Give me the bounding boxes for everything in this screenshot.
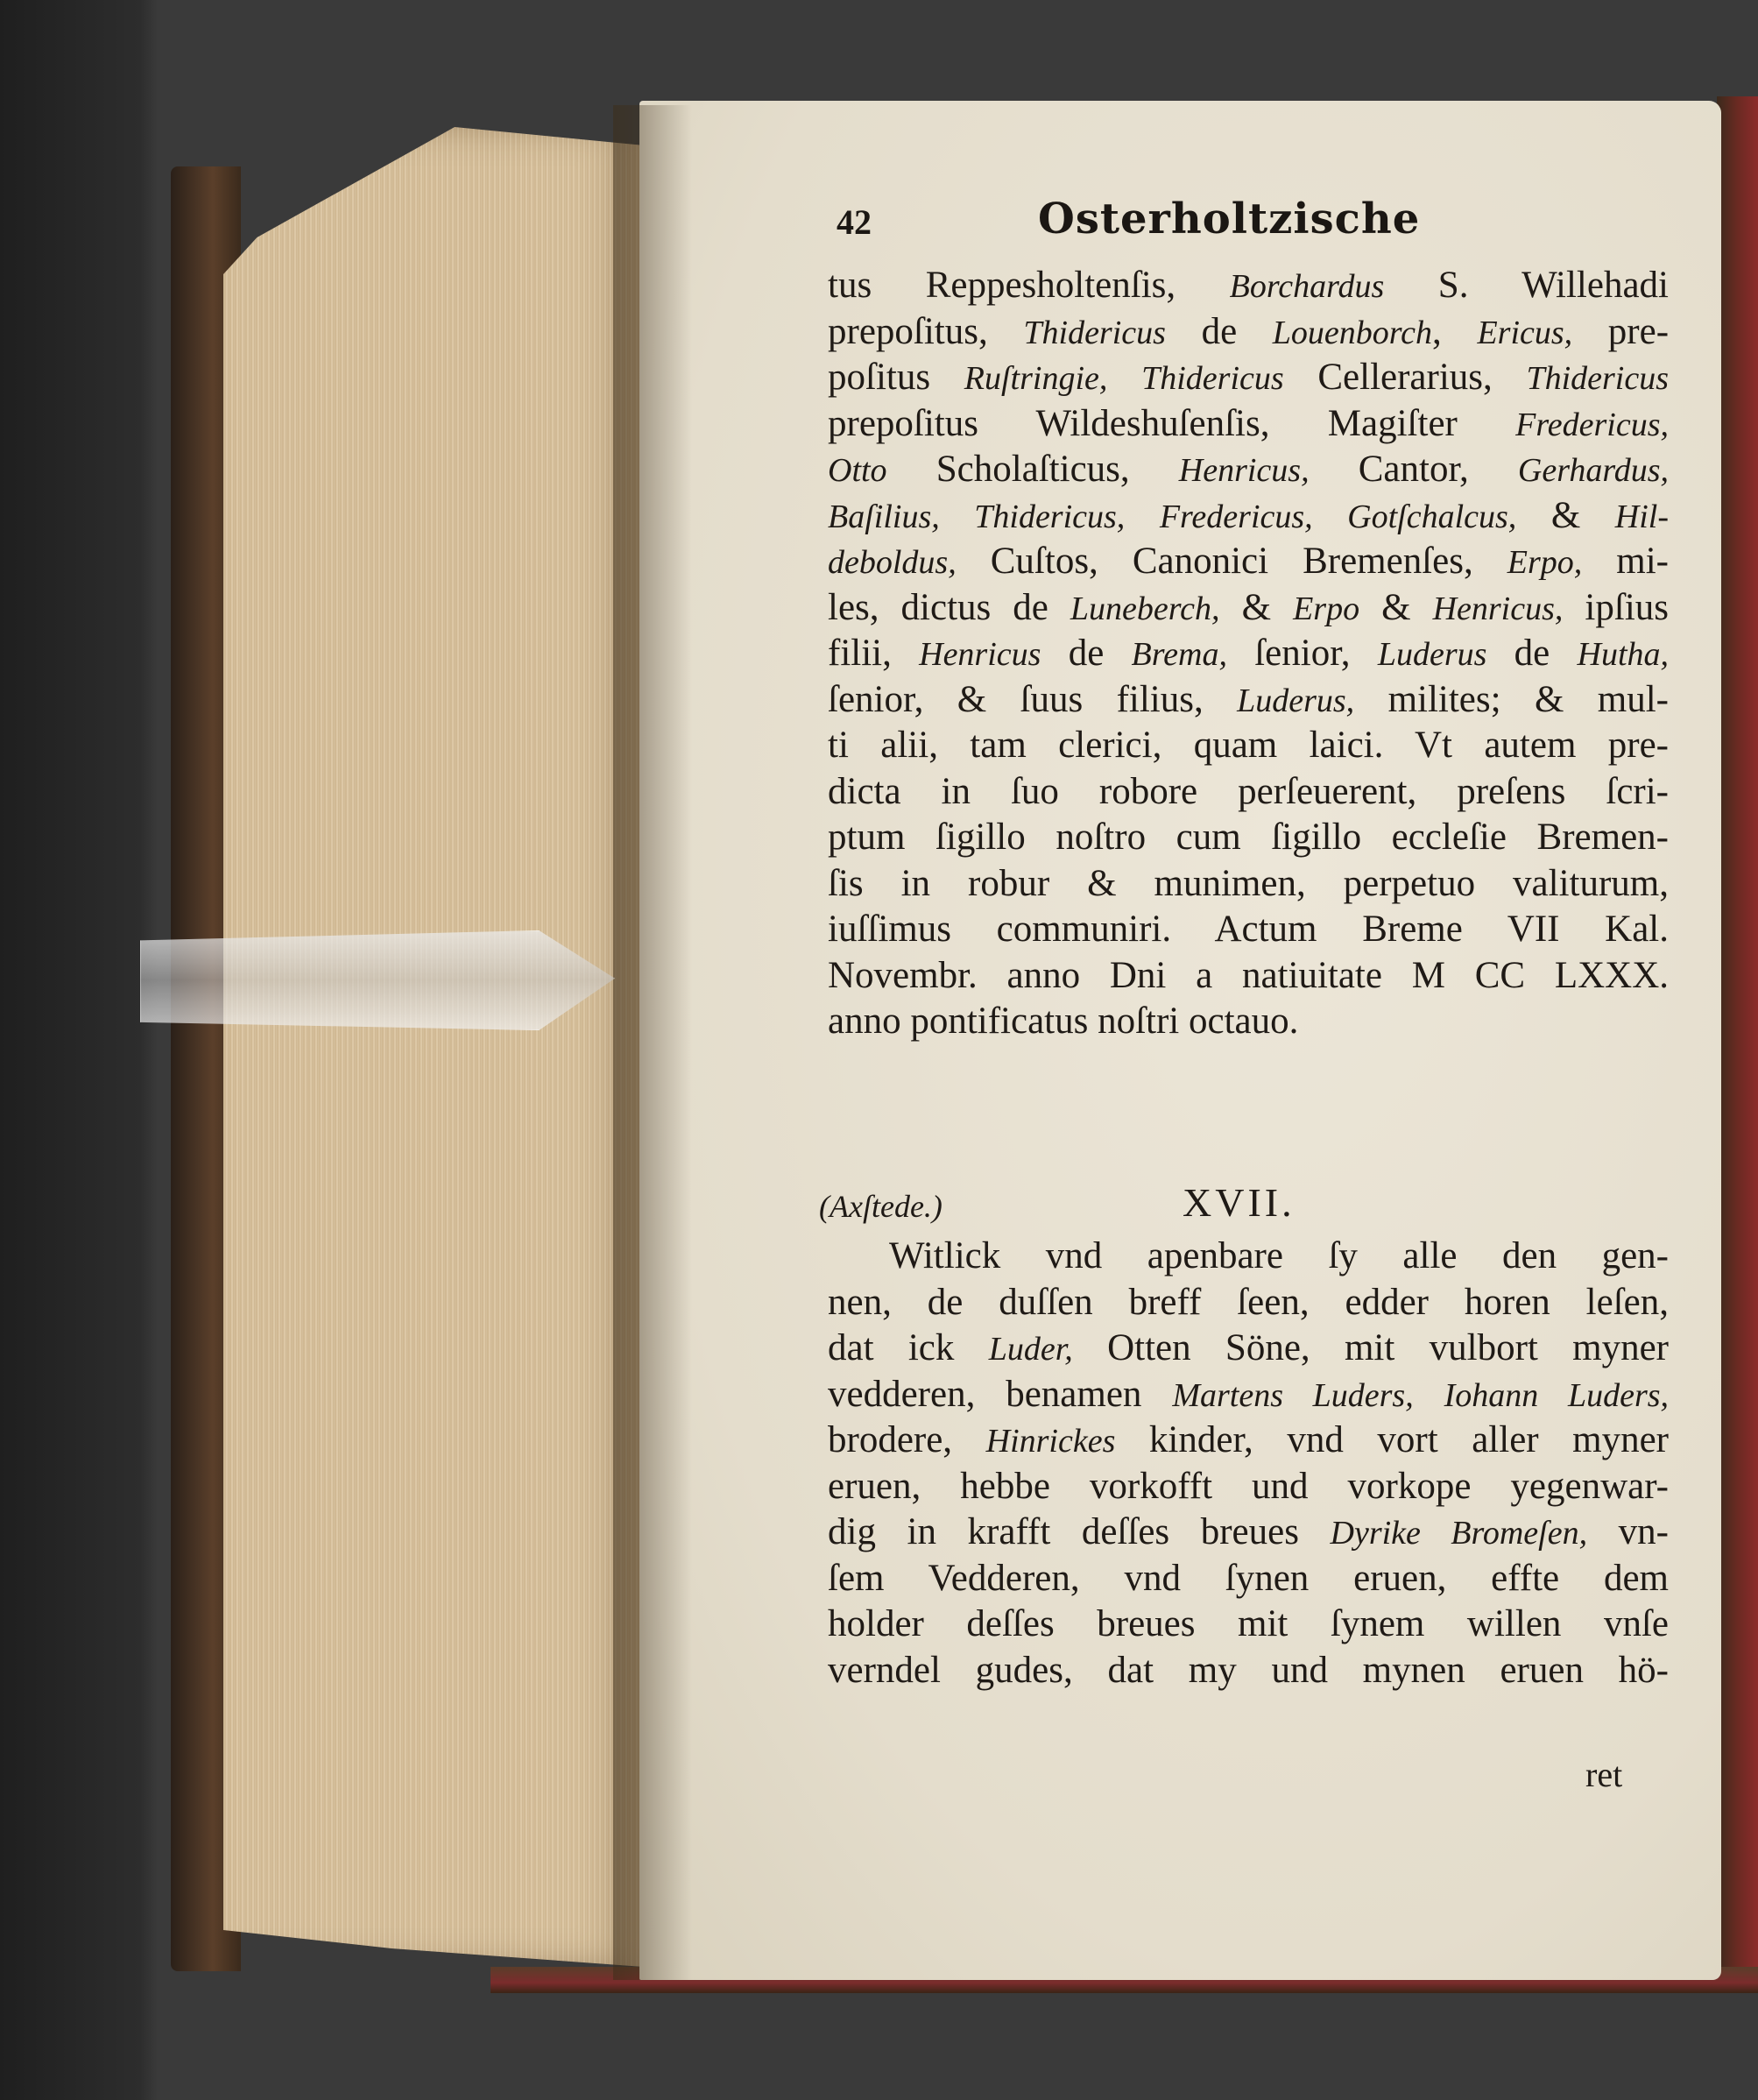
italic-name: Henricus, bbox=[1432, 590, 1564, 627]
text-line bbox=[828, 1280, 1669, 1326]
italic-name: Fredericus, bbox=[1515, 406, 1669, 443]
text-run: vedderen, benamen bbox=[828, 1373, 1173, 1415]
italic-name: Thidericus bbox=[1023, 314, 1166, 351]
text-run: ti alii, tam clerici, quam laici. Vt autem pre- bbox=[828, 725, 1669, 766]
text-run: mi- bbox=[1582, 541, 1670, 582]
italic-name: Erpo bbox=[1293, 590, 1360, 627]
text-run: ptum ſigillo noſtro cum ſigillo eccleſie Bremen- bbox=[828, 817, 1669, 858]
text-run: Cellerarius, bbox=[1283, 357, 1527, 398]
text-run: iuſſimus communiri. Actum Breme VII Kal. bbox=[828, 909, 1669, 950]
catchword: ret bbox=[1585, 1755, 1623, 1794]
text-run bbox=[1107, 357, 1141, 398]
text-line bbox=[828, 723, 1669, 769]
text-run: de bbox=[1041, 633, 1132, 674]
text-run: dig in krafft deſſes breues bbox=[828, 1511, 1331, 1552]
italic-name: Borchardus bbox=[1229, 268, 1385, 305]
text-line bbox=[828, 815, 1669, 861]
text-run: vn- bbox=[1587, 1511, 1669, 1552]
italic-name: Otto bbox=[828, 452, 887, 489]
text-line bbox=[828, 999, 1669, 1045]
text-run: prepoſitus, bbox=[828, 310, 1024, 352]
italic-name: Fredericus, bbox=[1159, 498, 1313, 535]
text-line bbox=[828, 493, 1669, 540]
text-line bbox=[828, 953, 1669, 1000]
text-run: ſenior, & ſuus filius, bbox=[828, 678, 1238, 720]
text-run: de bbox=[1486, 633, 1578, 674]
text-line bbox=[828, 1648, 1669, 1694]
text-run: eruen, hebbe vorkofft und vorkope yegenwar- bbox=[828, 1465, 1669, 1507]
text-line bbox=[828, 907, 1669, 953]
text-run: pre- bbox=[1572, 310, 1670, 352]
page-block-edge bbox=[223, 127, 644, 1967]
text-run: S. Willehadi bbox=[1384, 265, 1669, 306]
text-run: holder deſſes breues mit ſynem willen vnſe bbox=[828, 1603, 1669, 1644]
section-heading bbox=[819, 1179, 1660, 1232]
text-line bbox=[828, 1556, 1669, 1602]
italic-name: Thidericus, bbox=[974, 498, 1126, 535]
italic-name: Erpo, bbox=[1507, 544, 1583, 581]
text-line bbox=[828, 631, 1669, 677]
text-run: ſis in robur & munimen, perpetuo valiturum, bbox=[828, 862, 1669, 904]
italic-name: Ruſtringie, bbox=[964, 360, 1108, 397]
italic-name: Gerhardus, bbox=[1517, 452, 1669, 489]
italic-name: Luderus bbox=[1377, 636, 1487, 673]
section-number: XVII. bbox=[1183, 1180, 1296, 1225]
text-line bbox=[828, 769, 1669, 816]
text-line bbox=[828, 447, 1669, 493]
text-run: ſenior, bbox=[1226, 633, 1378, 674]
italic-name: Iohann Luders, bbox=[1444, 1376, 1670, 1414]
text-line bbox=[828, 861, 1669, 908]
text-line bbox=[828, 539, 1669, 585]
text-run: anno pontificatus noſtri octauo. bbox=[828, 1001, 1299, 1042]
italic-name: Brema, bbox=[1131, 636, 1227, 673]
italic-name: deboldus, bbox=[828, 544, 957, 581]
text-run: kinder, vnd vort aller myner bbox=[1115, 1419, 1670, 1460]
running-head: Osterholtzische bbox=[1038, 194, 1421, 244]
text-run: Novembr. anno Dni a natiuitate M CC LXXX. bbox=[828, 954, 1669, 996]
italic-name: Gotſchalcus, bbox=[1347, 498, 1517, 535]
text-line bbox=[828, 677, 1669, 724]
text-run: dicta in ſuo robore perſeuerent, preſens ſcri- bbox=[828, 770, 1669, 812]
text-run bbox=[1125, 495, 1160, 536]
text-line bbox=[828, 1602, 1669, 1648]
body-text-deed bbox=[828, 1234, 1669, 1693]
text-line bbox=[828, 1234, 1669, 1280]
text-line bbox=[828, 1372, 1669, 1418]
text-line bbox=[828, 1418, 1669, 1464]
italic-name: Baſilius, bbox=[828, 498, 940, 535]
text-run: Cuſtos, Canonici Bremenſes, bbox=[956, 541, 1507, 582]
text-run: & bbox=[1359, 586, 1433, 628]
bookmark-strip bbox=[140, 930, 615, 1030]
text-run: Otten Söne, mit vulbort myner bbox=[1072, 1327, 1669, 1368]
text-run: ipſius bbox=[1563, 586, 1669, 628]
text-run: milites; & mul- bbox=[1354, 678, 1669, 720]
text-line bbox=[828, 401, 1669, 448]
text-run bbox=[1313, 495, 1348, 536]
text-run: Cantor, bbox=[1309, 449, 1518, 490]
italic-name: Henricus bbox=[919, 636, 1041, 673]
italic-name: Dyrike Bromeſen, bbox=[1330, 1515, 1588, 1552]
italic-name: Hutha, bbox=[1577, 636, 1669, 673]
text-run: dat ick bbox=[828, 1327, 989, 1368]
text-line bbox=[828, 309, 1669, 356]
text-run: verndel gudes, dat my und mynen eruen hö- bbox=[828, 1649, 1669, 1691]
text-line bbox=[828, 1510, 1669, 1556]
location-label: (Axſtede.) bbox=[819, 1189, 943, 1224]
italic-name: Thidericus bbox=[1141, 360, 1284, 397]
italic-name: Hil- bbox=[1614, 498, 1670, 535]
text-run: nen, de duſſen breff ſeen, edder horen leſen, bbox=[828, 1281, 1669, 1323]
italic-name: Thidericus bbox=[1526, 360, 1670, 397]
text-line bbox=[828, 1326, 1669, 1372]
text-run: & bbox=[1516, 494, 1615, 536]
text-line bbox=[828, 585, 1669, 632]
text-line bbox=[828, 355, 1669, 401]
text-run: , bbox=[1432, 310, 1478, 352]
italic-name: Luder, bbox=[988, 1331, 1073, 1368]
italic-name: Henricus, bbox=[1178, 452, 1310, 489]
text-run: brodere, bbox=[828, 1419, 986, 1460]
text-run: poſitus bbox=[828, 357, 964, 398]
text-run: Witlick vnd apenbare ſy alle den gen- bbox=[889, 1235, 1669, 1276]
body-text-charter bbox=[828, 263, 1669, 1045]
italic-name: Luneberch, bbox=[1070, 590, 1220, 627]
text-run: tus Reppesholtenſis, bbox=[828, 265, 1230, 306]
text-run bbox=[1414, 1374, 1444, 1415]
text-run: prepoſitus Wildeshuſenſis, Magiſter bbox=[828, 402, 1516, 444]
gutter-shadow bbox=[613, 105, 692, 1980]
text-run: ſem Vedderen, vnd ſynen eruen, effte dem bbox=[828, 1557, 1669, 1599]
book-cover-right bbox=[1717, 96, 1758, 1989]
text-run: & bbox=[1219, 586, 1294, 628]
text-run bbox=[940, 495, 975, 536]
italic-name: Louenborch bbox=[1272, 314, 1433, 351]
text-run: filii, bbox=[828, 633, 920, 674]
italic-name: Ericus, bbox=[1477, 314, 1573, 351]
text-line bbox=[828, 1464, 1669, 1510]
italic-name: Luderus, bbox=[1237, 682, 1355, 719]
text-run: de bbox=[1165, 310, 1273, 352]
text-run: Scholaſticus, bbox=[886, 449, 1179, 490]
text-run: les, dictus de bbox=[828, 586, 1070, 628]
italic-name: Martens Luders, bbox=[1172, 1376, 1414, 1414]
page-number: 42 bbox=[837, 202, 872, 242]
text-line bbox=[828, 263, 1669, 309]
italic-name: Hinrickes bbox=[985, 1423, 1116, 1460]
page-header bbox=[837, 194, 1450, 247]
